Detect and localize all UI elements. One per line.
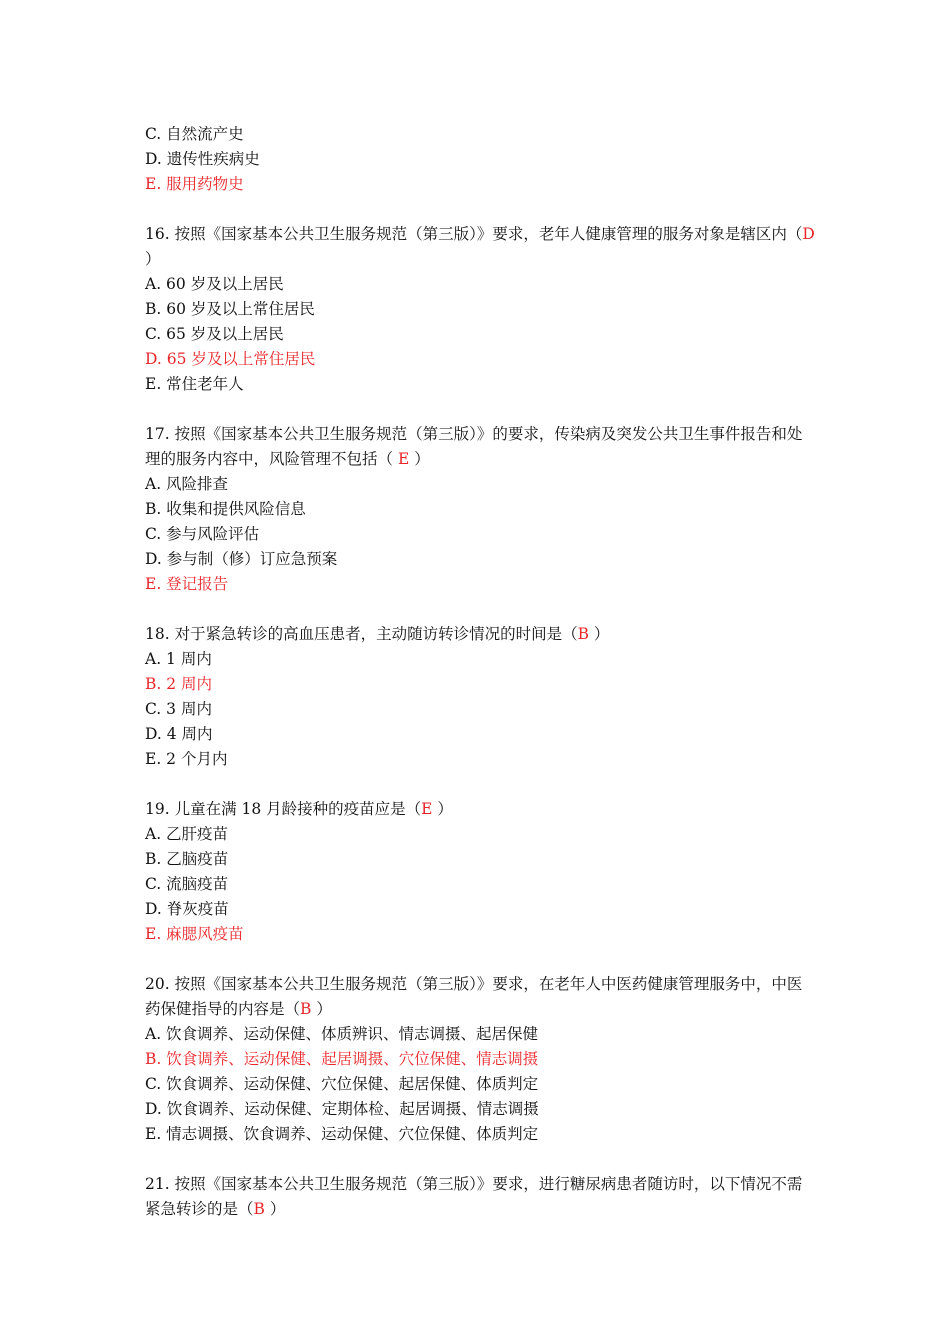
question-block xyxy=(145,1172,825,1222)
question-spacer xyxy=(145,397,825,422)
answer-key: E xyxy=(421,800,433,818)
option-d: D. 遗传性疾病史 xyxy=(145,150,260,168)
question-block xyxy=(145,622,825,772)
option-b-correct: B. 2 周内 xyxy=(145,675,213,693)
option-a: A. 1 周内 xyxy=(145,650,212,668)
option-a: A. 饮食调养、运动保健、体质辨识、情志调摄、起居保健 xyxy=(145,1025,539,1043)
option-b: B. 60 岁及以上常住居民 xyxy=(145,300,315,318)
question-stem xyxy=(145,222,817,272)
question-list xyxy=(145,197,825,1222)
question-stem xyxy=(145,1172,817,1222)
answer-key: B xyxy=(577,625,589,643)
answer-key: D xyxy=(802,225,815,243)
question-block xyxy=(145,222,825,397)
option-e: E. 情志调摄、饮食调养、运动保健、穴位保健、体质判定 xyxy=(145,1125,539,1143)
option-c: C. 65 岁及以上居民 xyxy=(145,325,284,343)
answer-key: B xyxy=(300,1000,312,1018)
question-text-close: ） xyxy=(264,1200,286,1218)
option-c: C. 参与风险评估 xyxy=(145,525,260,543)
answer-key: B xyxy=(253,1200,265,1218)
question-text-close: ） xyxy=(311,1000,332,1018)
question-text: 16. 按照《国家基本公共卫生服务规范（第三版）》要求，老年人健康管理的服务对象是辖区内（ xyxy=(145,225,803,243)
option-b-correct: B. 饮食调养、运动保健、起居调摄、穴位保健、情志调摄 xyxy=(145,1050,539,1068)
option-e-correct: E. 服用药物史 xyxy=(145,175,244,193)
option-d: D. 饮食调养、运动保健、定期体检、起居调摄、情志调摄 xyxy=(145,1100,539,1118)
option-e: E. 2 个月内 xyxy=(145,750,228,768)
option-c: C. 自然流产史 xyxy=(145,125,244,143)
question-text: 20. 按照《国家基本公共卫生服务规范（第三版）》要求，在老年人中医药健康管理服务中，中医药保健指导的内容是（ xyxy=(145,975,803,1018)
question-spacer xyxy=(145,947,825,972)
question-block xyxy=(145,972,825,1147)
question-text: 18. 对于紧急转诊的高血压患者，主动随访转诊情况的时间是（ xyxy=(145,625,578,643)
question-text: 17. 按照《国家基本公共卫生服务规范（第三版）》的要求，传染病及突发公共卫生事件报告和处理的服务内容中，风险管理不包括（ xyxy=(145,425,803,468)
question-stem xyxy=(145,622,817,647)
option-e-correct: E. 麻腮风疫苗 xyxy=(145,925,244,943)
question-stem xyxy=(145,422,817,472)
question-spacer xyxy=(145,772,825,797)
option-c: C. 流脑疫苗 xyxy=(145,875,229,893)
option-d-correct: D. 65 岁及以上常住居民 xyxy=(145,350,316,368)
question-text-close: ） xyxy=(588,625,610,643)
option-d: D. 参与制（修）订应急预案 xyxy=(145,550,338,568)
question-spacer xyxy=(145,197,825,222)
question-text-close: ） xyxy=(145,250,161,268)
option-a: A. 风险排查 xyxy=(145,475,229,493)
carryover-options xyxy=(145,122,825,197)
option-b: B. 乙脑疫苗 xyxy=(145,850,229,868)
answer-key: E xyxy=(397,450,410,468)
question-text: 21. 按照《国家基本公共卫生服务规范（第三版）》要求，进行糖尿病患者随访时，以下情况不需紧急转诊的是（ xyxy=(145,1175,803,1218)
option-c: C. 3 周内 xyxy=(145,700,212,718)
question-spacer xyxy=(145,1147,825,1172)
question-text: 19. 儿童在满 18 月龄接种的疫苗应是（ xyxy=(145,800,422,818)
question-block xyxy=(145,422,825,597)
option-e-correct: E. 登记报告 xyxy=(145,575,229,593)
question-spacer xyxy=(145,597,825,622)
option-e: E. 常住老年人 xyxy=(145,375,244,393)
option-b: B. 收集和提供风险信息 xyxy=(145,500,306,518)
question-block xyxy=(145,797,825,947)
option-a: A. 乙肝疫苗 xyxy=(145,825,229,843)
question-text-close: ） xyxy=(409,450,430,468)
question-stem xyxy=(145,797,817,822)
option-c: C. 饮食调养、运动保健、穴位保健、起居保健、体质判定 xyxy=(145,1075,539,1093)
question-stem xyxy=(145,972,817,1022)
exam-page xyxy=(145,122,825,1222)
option-d: D. 4 周内 xyxy=(145,725,213,743)
option-d: D. 脊灰疫苗 xyxy=(145,900,229,918)
question-text-close: ） xyxy=(432,800,453,818)
option-a: A. 60 岁及以上居民 xyxy=(145,275,284,293)
